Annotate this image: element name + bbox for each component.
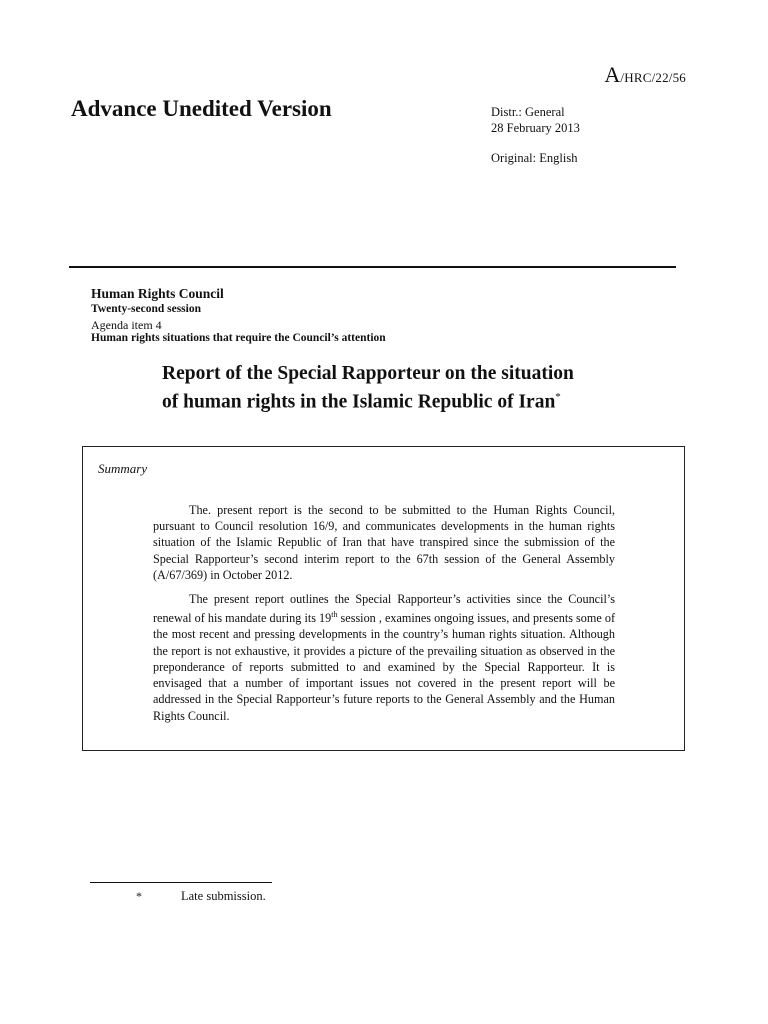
summary-paragraph-2-part-2: session , examines ongoing issues, and presents some of the most recent and pressing developments in the country’s human rights situation. Although the report is not exhaustive, it provides a picture of the prevailing situation as observed in the preponderance of reports submitted to and examined by the Special Rapporteur. It is envisaged that a number of important issues not covered in the present report will be addressed in the Special Rapporteur’s future reports to the General Assembly and the Human Rights Council. — [153, 611, 615, 723]
header-divider — [69, 266, 676, 268]
report-title-text: Report of the Special Rapporteur on the situation of human rights in the Islamic Republic of Iran — [162, 363, 574, 412]
summary-paragraph-2 — [153, 591, 615, 724]
distribution-block — [491, 104, 580, 166]
summary-body — [153, 502, 615, 732]
report-title — [162, 362, 582, 414]
footnote-text: Late submission. — [181, 889, 266, 903]
summary-paragraph-1: The. present report is the second to be submitted to the Human Rights Council, pursuant to Council resolution 16/9, and communicates developments in the human rights situation of the Islamic Republic of Iran that have transpired since the submission of the Special Rapporteur’s second interim report to the 67th session of the General Assembly (A/67/369) in October 2012. — [153, 503, 615, 582]
summary-box — [82, 446, 685, 751]
distribution-text: Distr.: General — [491, 105, 565, 119]
version-title: Advance Unedited Version — [71, 96, 332, 121]
distribution-gap — [491, 136, 580, 150]
footnote-divider — [90, 882, 272, 883]
symbol-code: /HRC/22/56 — [620, 70, 686, 85]
original-language: Original: English — [491, 151, 578, 165]
document-symbol — [604, 62, 686, 88]
session-name: Twenty-second session — [91, 303, 202, 315]
agenda-item: Agenda item 4 — [91, 318, 162, 332]
summary-paragraph-2-part-1: The present report outlines the Special Rapporteur’s activities since the Council’s renewal of his mandate during its 19 — [153, 592, 615, 626]
ordinal-superscript: th — [331, 610, 338, 620]
council-name: Human Rights Council — [91, 286, 224, 301]
footnote-marker: * — [136, 889, 142, 903]
symbol-prefix: A — [604, 62, 621, 87]
report-title-footnote-marker: * — [555, 390, 561, 403]
distribution-date: 28 February 2013 — [491, 121, 580, 135]
summary-label: Summary — [98, 461, 148, 476]
agenda-title: Human rights situations that require the Council’s attention — [91, 332, 386, 344]
